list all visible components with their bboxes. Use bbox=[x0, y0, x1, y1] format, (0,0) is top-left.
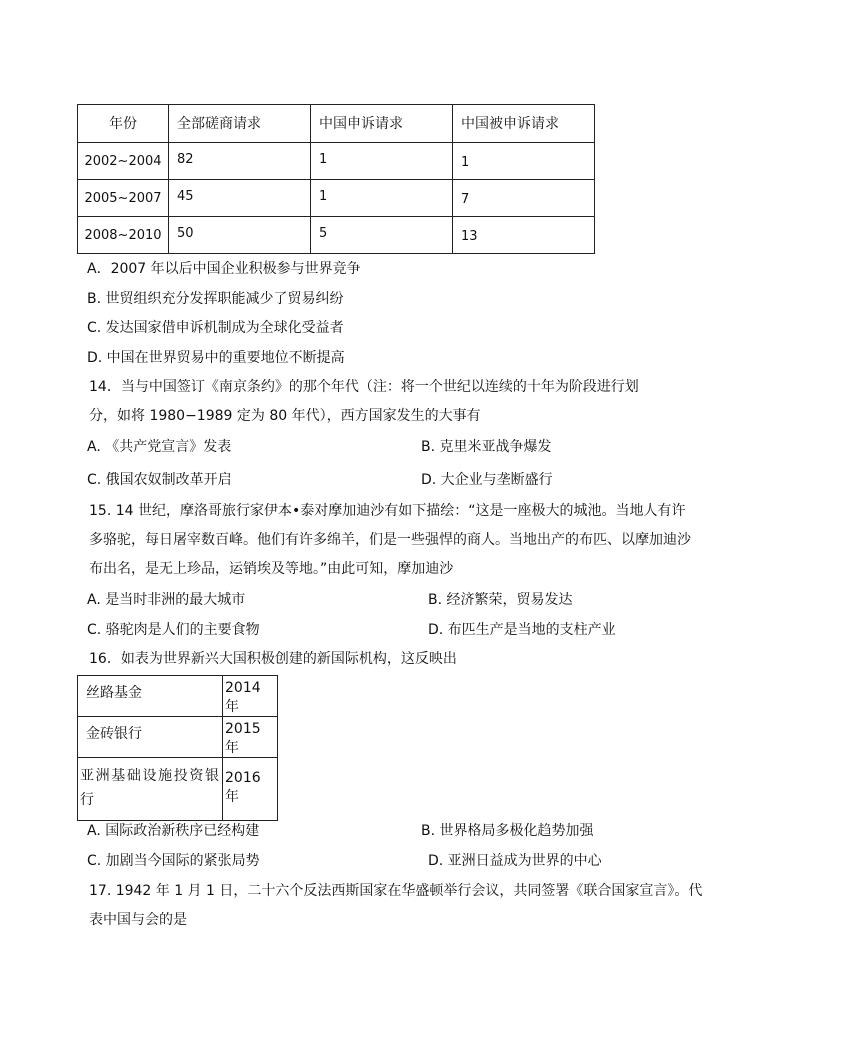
q13-option-a: A．2007 年以后中国企业积极参与世界竞争 bbox=[87, 261, 361, 277]
table-cell: 7 bbox=[461, 192, 470, 207]
q13-option-d: D. 中国在世界贸易中的重要地位不断提高 bbox=[87, 350, 345, 366]
table-cell: 1 bbox=[319, 189, 328, 204]
table-cell: 45 bbox=[177, 189, 194, 204]
institution-name: 亚洲基础设施投资银行 bbox=[80, 768, 220, 808]
q16-option-a: A. 国际政治新秩序已经构建 bbox=[87, 823, 260, 839]
q15-option-d: D. 布匹生产是当地的支柱产业 bbox=[428, 622, 616, 638]
q16-option-b: B. 世界格局多极化趋势加强 bbox=[421, 823, 594, 839]
institution-year: 2015 年 bbox=[225, 721, 261, 756]
q15-option-c: C. 骆驼肉是人们的主要食物 bbox=[87, 622, 260, 638]
q16-stem: 16．如表为世界新兴大国积极创建的新国际机构，这反映出 bbox=[89, 651, 457, 667]
table-cell: 2008~2010 bbox=[84, 228, 162, 243]
institutions-table bbox=[77, 675, 278, 821]
q13-option-b: B. 世贸组织充分发挥职能减少了贸易纠纷 bbox=[87, 291, 344, 307]
institution-name: 丝路基金 bbox=[86, 685, 142, 701]
q15-stem-line3: 布出名，是无上珍品，运销埃及等地。”由此可知，摩加迪沙 bbox=[89, 561, 454, 577]
q17-stem-line1: 17. 1942 年 1 月 1 日，二十六个反法西斯国家在华盛顿举行会议，共同签署《联合国家宣言》。代 bbox=[89, 883, 703, 899]
q14-stem-line2: 分，如将 1980−1989 定为 80 年代），西方国家发生的大事有 bbox=[89, 408, 481, 424]
table-row bbox=[78, 676, 278, 717]
q15-option-b: B. 经济繁荣，贸易发达 bbox=[428, 592, 573, 608]
q16-option-d: D. 亚洲日益成为世界的中心 bbox=[428, 853, 602, 869]
table-row bbox=[78, 143, 595, 180]
table-cell: 5 bbox=[319, 226, 328, 241]
header-year: 年份 bbox=[109, 116, 137, 132]
table-cell: 2002~2004 bbox=[84, 154, 162, 169]
institution-year: 2014 年 bbox=[225, 680, 261, 715]
q14-stem-line1: 14．当与中国签订《南京条约》的那个年代（注：将一个世纪以连续的十年为阶段进行划 bbox=[89, 379, 639, 395]
q15-stem-line1: 15. 14 世纪，摩洛哥旅行家伊本•泰对摩加迪沙有如下描绘：“这是一座极大的城池。当地人有许 bbox=[89, 503, 686, 519]
q17-stem-line2: 表中国与会的是 bbox=[89, 912, 187, 928]
table-row bbox=[78, 717, 278, 758]
table-header-row bbox=[78, 105, 595, 143]
table-row bbox=[78, 180, 595, 217]
table-row bbox=[78, 217, 595, 254]
table-cell: 2005~2007 bbox=[84, 191, 162, 206]
table-row bbox=[78, 758, 278, 821]
q16-option-c: C. 加剧当今国际的紧张局势 bbox=[87, 853, 260, 869]
trade-dispute-table bbox=[77, 104, 595, 254]
q15-option-a: A. 是当时非洲的最大城市 bbox=[87, 592, 246, 608]
header-china-complaints: 中国申诉请求 bbox=[319, 116, 403, 132]
header-all-requests: 全部磋商请求 bbox=[177, 116, 261, 132]
table-cell: 1 bbox=[319, 152, 328, 167]
table-cell: 50 bbox=[177, 226, 194, 241]
header-china-complained-against: 中国被申诉请求 bbox=[461, 116, 559, 132]
q14-option-d: D. 大企业与垄断盛行 bbox=[421, 472, 553, 488]
table-cell: 13 bbox=[461, 229, 478, 244]
q14-option-c: C. 俄国农奴制改革开启 bbox=[87, 472, 232, 488]
q15-stem-line2: 多骆驼，每日屠宰数百峰。他们有许多绵羊，们是一些强悍的商人。当地出产的布匹、以摩加迪沙 bbox=[89, 532, 691, 548]
institution-name: 金砖银行 bbox=[86, 726, 142, 742]
q14-option-b: B. 克里米亚战争爆发 bbox=[421, 439, 552, 455]
table-cell: 1 bbox=[461, 155, 470, 170]
institution-year: 2016 年 bbox=[225, 770, 261, 805]
q14-option-a: A. 《共产党宣言》发表 bbox=[87, 439, 232, 455]
q13-option-c: C. 发达国家借申诉机制成为全球化受益者 bbox=[87, 320, 344, 336]
table-cell: 82 bbox=[177, 152, 194, 167]
